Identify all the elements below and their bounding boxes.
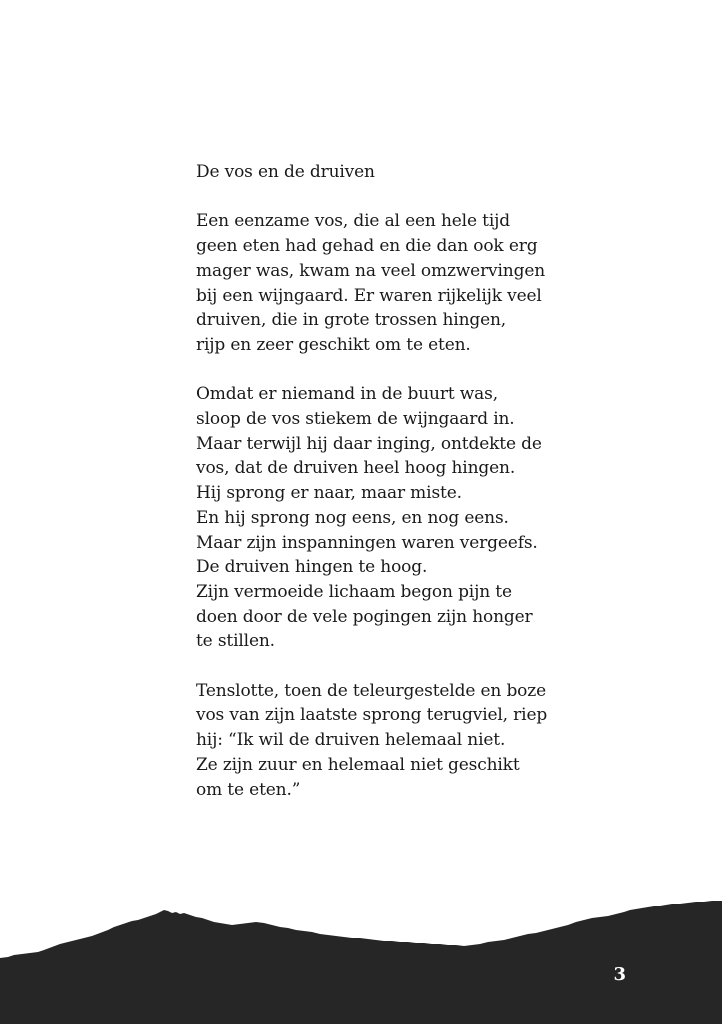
text-line: rijp en zeer geschikt om te eten.	[196, 334, 471, 355]
story-title: De vos en de druiven	[196, 162, 375, 182]
text-line: geen eten had gehad en die dan ook erg	[196, 236, 538, 257]
text-line: vos, dat de druiven heel hoog hingen.	[196, 458, 516, 479]
torn-paper-shape	[0, 901, 722, 1024]
text-line: om te eten.”	[196, 779, 301, 800]
page-number: 3	[613, 964, 626, 985]
text-line: druiven, die in grote trossen hingen,	[196, 310, 507, 331]
text-line: vos van zijn laatste sprong terugviel, riep	[196, 705, 548, 726]
text-line: Maar zijn inspanningen waren vergeefs.	[196, 532, 538, 553]
text-line: Een eenzame vos, die al een hele tijd	[196, 211, 510, 232]
text-line: doen door de vele pogingen zijn honger	[196, 606, 533, 627]
text-line: De druiven hingen te hoog.	[196, 557, 428, 578]
text-line: Tenslotte, toen de teleurgestelde en boze	[196, 680, 546, 701]
text-line: hij: “Ik wil de druiven helemaal niet.	[196, 730, 506, 751]
text-line: te stillen.	[196, 631, 275, 652]
paragraph-2	[196, 382, 616, 654]
text-line: Maar terwijl hij daar inging, ontdekte de	[196, 433, 542, 454]
torn-paper-footer	[0, 900, 722, 1024]
text-line: bij een wijngaard. Er waren rijkelijk veel	[196, 285, 542, 306]
text-line: Ze zijn zuur en helemaal niet geschikt	[196, 754, 520, 775]
text-line: Omdat er niemand in de buurt was,	[196, 384, 498, 405]
text-line: mager was, kwam na veel omzwervingen	[196, 260, 546, 281]
paragraph-1	[196, 209, 616, 357]
text-line: Zijn vermoeide lichaam begon pijn te	[196, 581, 512, 602]
text-line: sloop de vos stiekem de wijngaard in.	[196, 409, 515, 429]
text-line: En hij sprong nog eens, en nog eens.	[196, 507, 509, 528]
text-line: Hij sprong er naar, maar miste.	[196, 483, 462, 504]
story-text	[196, 160, 616, 827]
paragraph-3	[196, 679, 616, 803]
